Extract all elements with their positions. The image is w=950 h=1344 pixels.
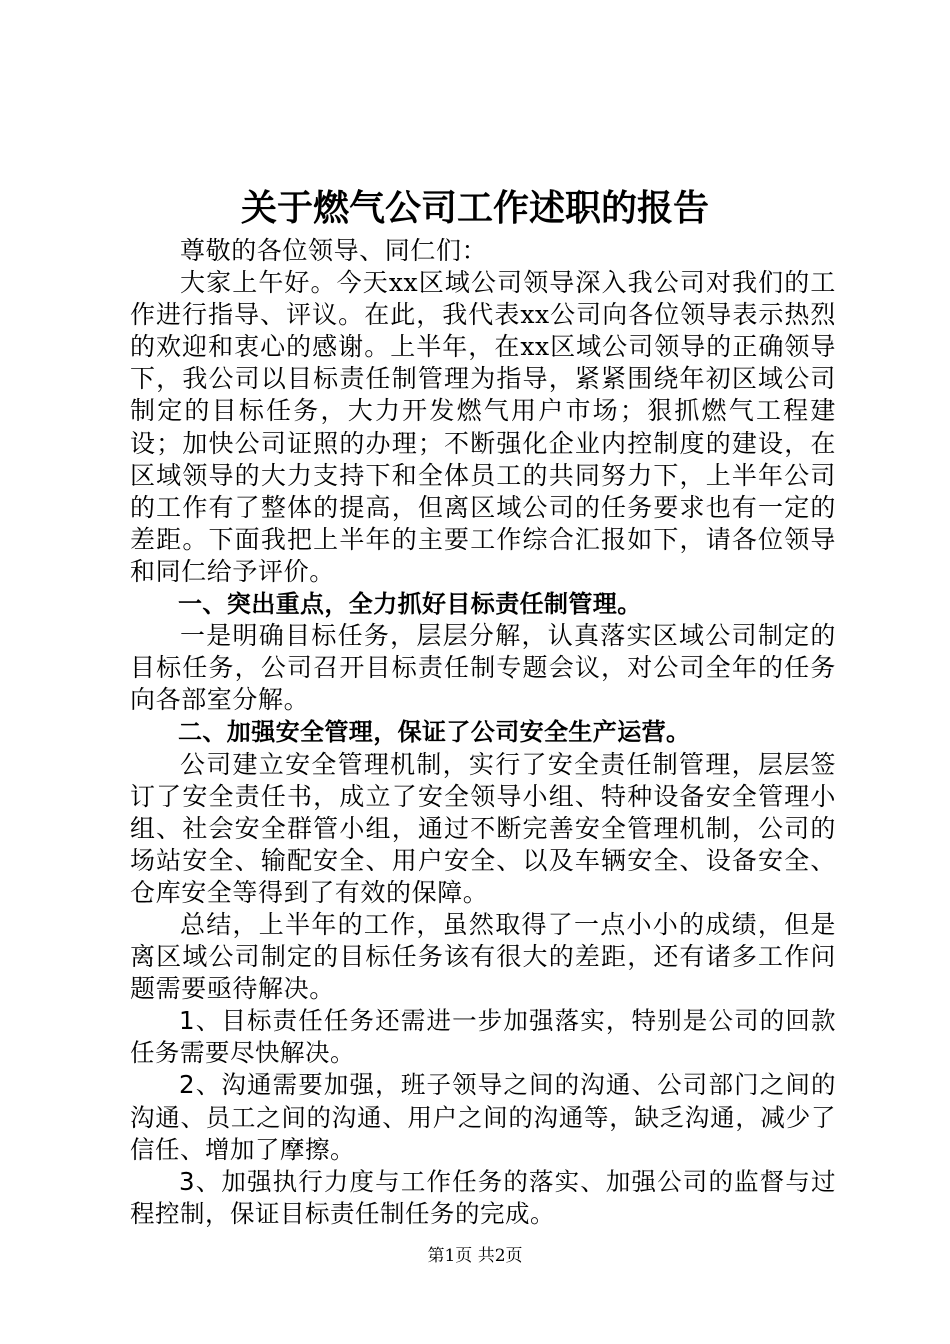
document-title: 关于燃气公司工作述职的报告	[240, 187, 709, 229]
issue-item-3: 3、加强执行力度与工作任务的落实、加强公司的监督与过程控制，保证目标责任制任务的完成。	[130, 1166, 836, 1228]
section-heading-1: 一、突出重点，全力抓好目标责任制管理。	[178, 590, 642, 619]
intro-paragraph: 大家上午好。今天xx区域公司领导深入我公司对我们的工作进行指导、评议。在此，我代表xx公司向各位领导表示热烈的欢迎和衷心的感谢。上半年，在xx区域公司领导的正确领导下，我公司以目标责任制管理为指导，紧紧围绕年初区域公司制定的目标任务，大力开发燃气用户市场；狠抓燃气工程建设；加快公司证照的办理；不断强化企业内控制度的建设，在区域领导的大力支持下和全体员工的共同努力下，上半年公司的工作有了整体的提高，但离区域公司的任务要求也有一定的差距。下面我把上半年的主要工作综合汇报如下，请各位领导和同仁给予评价。	[130, 268, 836, 586]
document-body	[130, 235, 836, 1230]
issue-item-2: 2、沟通需要加强，班子领导之间的沟通、公司部门之间的沟通、员工之间的沟通、用户之间的沟通等，缺乏沟通，减少了信任、增加了摩擦。	[130, 1070, 836, 1164]
summary-paragraph: 总结，上半年的工作，虽然取得了一点小小的成绩，但是离区域公司制定的目标任务该有很大的差距，还有诸多工作问题需要亟待解决。	[130, 909, 836, 1004]
issue-item-1: 1、目标责任任务还需进一步加强落实，特别是公司的回款任务需要尽快解决。	[130, 1006, 836, 1068]
salutation: 尊敬的各位领导、同仁们：	[180, 236, 488, 265]
section-1-paragraph: 一是明确目标任务，层层分解，认真落实区域公司制定的目标任务，公司召开目标责任制专题会议，对公司全年的任务向各部室分解。	[130, 621, 836, 715]
page-number-footer: 第1页 共2页	[427, 1246, 523, 1266]
section-heading-2: 二、加强安全管理，保证了公司安全生产运营。	[178, 718, 691, 747]
section-2-paragraph: 公司建立安全管理机制，实行了安全责任制管理，层层签订了安全责任书，成立了安全领导小组、特种设备安全管理小组、社会安全群管小组，通过不断完善安全管理机制，公司的场站安全、输配安全、用户安全、以及车辆安全、设备安全、仓库安全等得到了有效的保障。	[130, 749, 836, 907]
